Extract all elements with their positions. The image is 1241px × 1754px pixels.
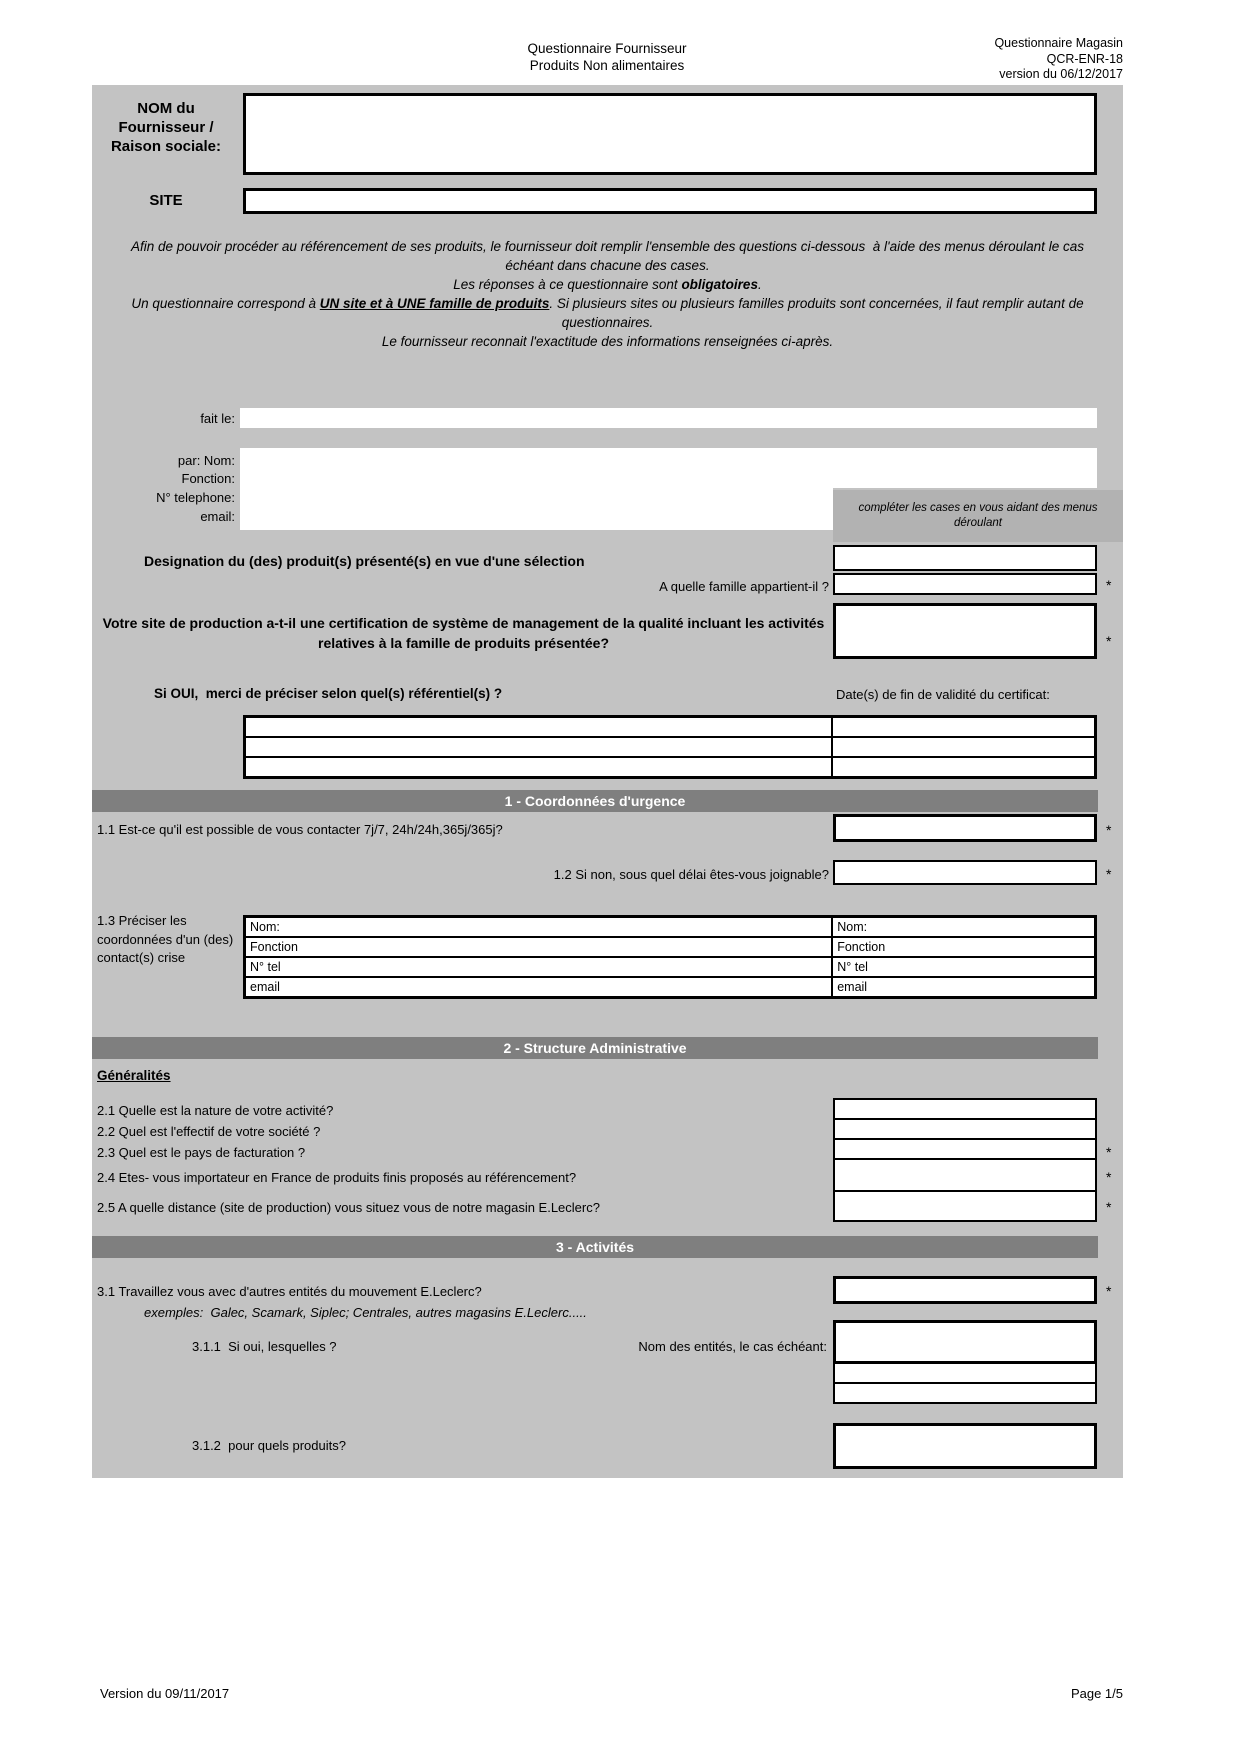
entities-input-1[interactable] — [833, 1320, 1097, 1364]
supplier-name-input[interactable] — [243, 93, 1097, 175]
crisis-contact1-name-cell[interactable]: Nom: — [245, 917, 832, 937]
q2-2-label: 2.2 Quel est l'effectif de votre société ? — [97, 1124, 321, 1139]
q2-4-input[interactable] — [833, 1158, 1097, 1192]
document-ref-line1: Questionnaire Magasin — [994, 36, 1123, 50]
footer-version: Version du 09/11/2017 — [100, 1686, 230, 1701]
form-panel — [92, 85, 1123, 1478]
certification-required-marker: * — [1106, 633, 1112, 649]
q2-3-required-marker: * — [1106, 1144, 1112, 1160]
function-label: Fonction: — [181, 471, 235, 486]
certification-question: Votre site de production a-t-il une certification de système de management de la qualité incluant les activités relatives à la famille de produits présentée? — [102, 615, 829, 651]
by-name-label: par: Nom: — [177, 453, 235, 468]
q2-1-label: 2.1 Quelle est la nature de votre activité? — [97, 1103, 334, 1118]
designation-heading: Designation du (des) produit(s) présenté(s) en vue d'une sélection — [144, 553, 585, 569]
entities-input-3[interactable] — [833, 1382, 1097, 1404]
q2-4-label: 2.4 Etes- vous importateur en France de produits finis proposés au référencement? — [97, 1170, 577, 1185]
crisis-contact2-phone-cell[interactable]: N° tel — [832, 957, 1095, 977]
document-title-line2: Produits Non alimentaires — [529, 58, 685, 73]
referential-row-1 — [245, 717, 1095, 737]
document-title-block — [300, 40, 914, 74]
intro-line-4: Le fournisseur reconnait l'exactitude des informations renseignées ci-après. — [381, 334, 834, 349]
date-label: fait le: — [200, 411, 235, 426]
crisis-contact2-name-cell[interactable]: Nom: — [832, 917, 1095, 937]
entities-input-2[interactable] — [833, 1362, 1097, 1384]
intro-paragraph — [120, 237, 1095, 351]
q1-1-label: 1.1 Est-ce qu'il est possible de vous contacter 7j/7, 24h/24h,365j/365j? — [97, 822, 503, 837]
document-title-line1: Questionnaire Fournisseur — [527, 41, 687, 56]
crisis-contact-table — [243, 915, 1097, 999]
crisis-contact1-phone-cell[interactable]: N° tel — [245, 957, 832, 977]
q3-1-required-marker: * — [1106, 1283, 1112, 1299]
q3-1-1-label: 3.1.1 Si oui, lesquelles ? — [192, 1339, 337, 1354]
crisis-contact2-function-cell[interactable]: Fonction — [832, 937, 1095, 957]
crisis-contact2-email-cell[interactable]: email — [832, 977, 1095, 997]
crisis-contact1-email-cell[interactable]: email — [245, 977, 832, 997]
family-question-label: A quelle famille appartient-il ? — [659, 579, 829, 594]
section2-subtitle: Généralités — [97, 1068, 171, 1083]
section3-header: 3 - Activités — [92, 1236, 1098, 1258]
date-input[interactable] — [240, 408, 1097, 428]
intro-line-3: Un questionnaire correspond à UN site et à UNE famille de produits. Si plusieurs sites ou plusieurs familles produits sont concernées, il faut remplir autant de questionnaires. — [131, 296, 1088, 330]
referential-row-2 — [245, 737, 1095, 757]
referential-input-3[interactable] — [245, 757, 832, 777]
phone-label: N° telephone: — [156, 490, 235, 505]
q2-3-input[interactable] — [833, 1138, 1097, 1160]
entities-label: Nom des entités, le cas échéant: — [638, 1339, 827, 1354]
q1-2-input[interactable] — [833, 860, 1097, 885]
q1-2-label: 1.2 Si non, sous quel délai êtes-vous joignable? — [553, 867, 829, 882]
site-label: SITE — [149, 192, 183, 209]
referential-row-3 — [245, 757, 1095, 777]
q1-2-required-marker: * — [1106, 866, 1112, 882]
intro-line-1: Afin de pouvoir procéder au référencement de ses produits, le fournisseur doit remplir l'ensemble des questions ci-dessous à l'aide des menus déroulant le cas échéant dans chacune des cases. — [131, 239, 1088, 273]
crisis-contact1-function-cell[interactable]: Fonction — [245, 937, 832, 957]
q2-3-label: 2.3 Quel est le pays de facturation ? — [97, 1145, 306, 1160]
family-input[interactable] — [833, 573, 1097, 595]
intro-line-2: Les réponses à ce questionnaire sont obligatoires. — [453, 277, 762, 292]
document-reference-block — [823, 36, 1123, 83]
q2-1-input[interactable] — [833, 1098, 1097, 1120]
q2-2-input[interactable] — [833, 1118, 1097, 1140]
section2-header: 2 - Structure Administrative — [92, 1037, 1098, 1059]
certification-input[interactable] — [833, 603, 1097, 659]
section1-header: 1 - Coordonnées d'urgence — [92, 790, 1098, 812]
q2-5-required-marker: * — [1106, 1199, 1112, 1215]
q3-1-2-label: 3.1.2 pour quels produits? — [192, 1438, 346, 1453]
author-phone-email-input[interactable] — [240, 488, 833, 530]
validity-date-input-1[interactable] — [832, 717, 1095, 737]
products-input[interactable] — [833, 1423, 1097, 1469]
q3-1-input[interactable] — [833, 1276, 1097, 1304]
dropdown-help-note: compléter les cases en vous aidant des menus déroulant — [833, 490, 1123, 542]
if-yes-referential-label: Si OUI, merci de préciser selon quel(s) référentiel(s) ? — [154, 686, 503, 701]
referential-table — [243, 715, 1097, 779]
validity-date-input-2[interactable] — [832, 737, 1095, 757]
designation-input[interactable] — [833, 545, 1097, 571]
validity-date-input-3[interactable] — [832, 757, 1095, 777]
crisis-contact-row — [245, 937, 1095, 957]
q2-5-input[interactable] — [833, 1190, 1097, 1222]
q2-5-label: 2.5 A quelle distance (site de production) vous situez vous de notre magasin E.Leclerc? — [97, 1200, 600, 1215]
site-input[interactable] — [243, 188, 1097, 214]
email-label: email: — [200, 509, 235, 524]
q2-4-required-marker: * — [1106, 1169, 1112, 1185]
footer-page-number: Page 1/5 — [1070, 1686, 1123, 1701]
q3-1-examples: exemples: Galec, Scamark, Siplec; Centrales, autres magasins E.Leclerc..... — [144, 1305, 587, 1320]
q3-1-label: 3.1 Travaillez vous avec d'autres entités du mouvement E.Leclerc? — [97, 1284, 482, 1299]
supplier-name-label: NOM du Fournisseur / Raison sociale: — [110, 100, 222, 155]
q1-3-label: 1.3 Préciser les coordonnées d'un (des) contact(s) crise — [97, 913, 237, 965]
crisis-contact-row — [245, 917, 1095, 937]
certificate-validity-label: Date(s) de fin de validité du certificat: — [836, 687, 1050, 702]
q1-1-input[interactable] — [833, 814, 1097, 842]
crisis-contact-row — [245, 957, 1095, 977]
referential-input-1[interactable] — [245, 717, 832, 737]
crisis-contact-row — [245, 977, 1095, 997]
family-required-marker: * — [1106, 577, 1112, 593]
document-ref-line3: version du 06/12/2017 — [999, 67, 1123, 81]
document-ref-line2: QCR-ENR-18 — [1046, 51, 1123, 66]
q1-1-required-marker: * — [1106, 822, 1112, 838]
author-name-function-input[interactable] — [240, 448, 1097, 488]
referential-input-2[interactable] — [245, 737, 832, 757]
